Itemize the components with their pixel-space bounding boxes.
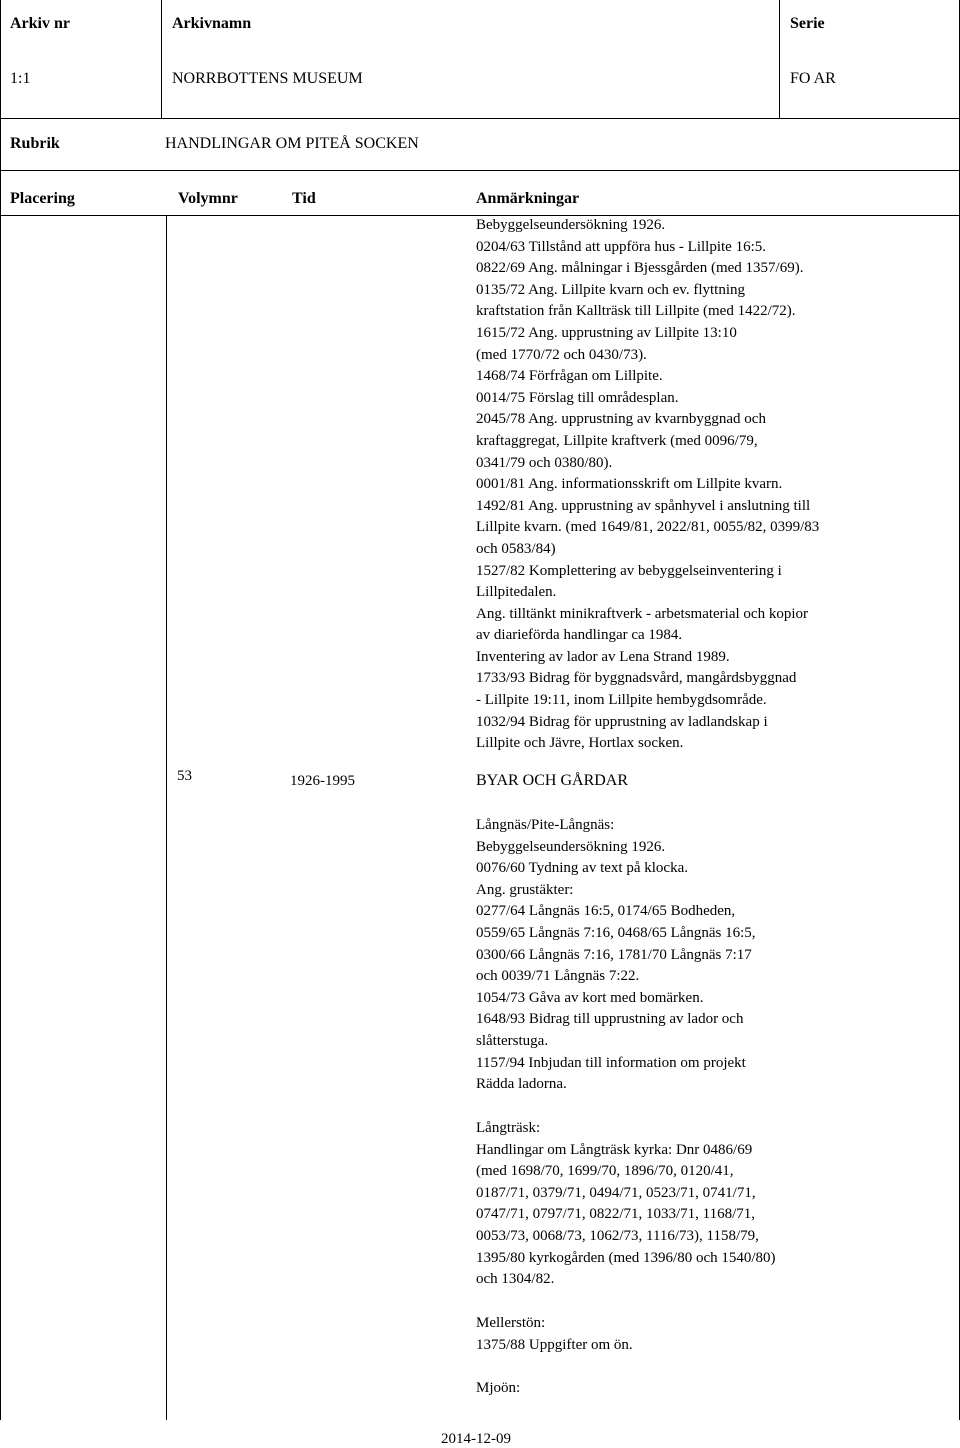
entry-line: 0300/66 Långnäs 7:16, 1781/70 Långnäs 7:17: [476, 946, 752, 963]
entry-line: 0341/79 och 0380/80).: [476, 454, 613, 471]
entry-line: 1527/82 Komplettering av bebyggelseinventering i: [476, 562, 782, 579]
langnas-block: [476, 815, 946, 1096]
entry-line: Bebyggelseundersökning 1926.: [476, 217, 666, 233]
entry-line: 1492/81 Ang. upprustning av spånhyvel i anslutning till: [476, 497, 811, 514]
header-divider-2: [779, 0, 780, 118]
volymnr-value: 53: [177, 768, 192, 784]
arkivnamn-value: NORRBOTTENS MUSEUM: [172, 70, 363, 87]
placering-column-divider: [166, 215, 167, 1420]
entry-line: Ang. tilltänkt minikraftverk - arbetsmaterial och kopior: [476, 605, 808, 622]
entry-line: och 0583/84): [476, 540, 556, 557]
mjoon-block: [476, 1378, 946, 1400]
serie-value: FO AR: [790, 70, 836, 87]
entry-line: 0001/81 Ang. informationsskrift om Lillpite kvarn.: [476, 476, 783, 493]
entry-line: slåtterstuga.: [476, 1032, 549, 1049]
entry-line: 0747/71, 0797/71, 0822/71, 1033/71, 1168/71,: [476, 1206, 756, 1223]
entry-line: Bebyggelseundersökning 1926.: [476, 838, 666, 855]
header-rule-2: [0, 170, 960, 171]
arkivnr-value: 1:1: [10, 70, 31, 87]
entry-line: 0822/69 Ang. målningar i Bjessgården (med 1357/69).: [476, 260, 804, 277]
entry-line: 1395/80 kyrkogården (med 1396/80 och 1540/80): [476, 1249, 776, 1266]
entry-line: 0187/71, 0379/71, 0494/71, 0523/71, 0741/71,: [476, 1184, 756, 1201]
entries-top: [476, 215, 946, 755]
tid-value: 1926-1995: [290, 773, 355, 789]
entry-line: 1615/72 Ang. upprustning av Lillpite 13:10: [476, 324, 737, 341]
entry-line: 0559/65 Långnäs 7:16, 0468/65 Långnäs 16:5,: [476, 924, 756, 941]
entry-line: Mellerstön:: [476, 1315, 546, 1331]
entry-line: 1648/93 Bidrag till upprustning av lador och: [476, 1011, 744, 1028]
section-heading: BYAR OCH GÅRDAR: [476, 772, 629, 789]
entry-line: och 1304/82.: [476, 1271, 555, 1288]
entry-line: 1054/73 Gåva av kort med bomärken.: [476, 989, 704, 1006]
arkivnr-label: Arkiv nr: [10, 15, 70, 32]
placering-label: Placering: [10, 190, 75, 207]
entry-line: av diarieförda handlingar ca 1984.: [476, 627, 683, 644]
tid-label: Tid: [292, 190, 316, 207]
entry-line: 0076/60 Tydning av text på klocka.: [476, 860, 688, 877]
entry-line: Rädda ladorna.: [476, 1076, 567, 1093]
langtrask-block: [476, 1118, 946, 1291]
entry-line: och 0039/71 Långnäs 7:22.: [476, 968, 640, 985]
entry-line: 1733/93 Bidrag för byggnadsvård, mangårdsbyggnad: [476, 670, 797, 687]
footer-date: 2014-12-09: [441, 1431, 511, 1447]
rubrik-label: Rubrik: [10, 135, 60, 152]
arkivnamn-label: Arkivnamn: [172, 15, 252, 32]
serie-label: Serie: [790, 15, 825, 32]
entry-line: Inventering av lador av Lena Strand 1989.: [476, 648, 730, 665]
table-left-border: [0, 0, 1, 1420]
entry-line: kraftstation från Kallträsk till Lillpite (med 1422/72).: [476, 303, 796, 320]
entry-line: Lillpite och Jävre, Hortlax socken.: [476, 735, 684, 752]
entry-line: 1157/94 Inbjudan till information om projekt: [476, 1054, 746, 1071]
entry-line: Långnäs/Pite-Långnäs:: [476, 817, 615, 833]
entry-line: 1375/88 Uppgifter om ön.: [476, 1336, 633, 1353]
entry-line: 0204/63 Tillstånd att uppföra hus - Lillpite 16:5.: [476, 238, 766, 255]
entry-line: 1032/94 Bidrag för upprustning av ladlandskap i: [476, 713, 768, 730]
anmarkningar-label: Anmärkningar: [476, 190, 580, 207]
entry-line: Lillpite kvarn. (med 1649/81, 2022/81, 0055/82, 0399/83: [476, 519, 820, 536]
entry-line: 0014/75 Förslag till områdesplan.: [476, 389, 679, 406]
header-divider-1: [161, 0, 162, 118]
entry-line: (med 1770/72 och 0430/73).: [476, 346, 647, 363]
entry-line: Mjoön:: [476, 1380, 521, 1396]
entry-line: Ang. grustäkter:: [476, 881, 574, 898]
entry-line: Långträsk:: [476, 1120, 541, 1136]
entry-line: - Lillpite 19:11, inom Lillpite hembygdsområde.: [476, 692, 767, 709]
entry-line: 1468/74 Förfrågan om Lillpite.: [476, 368, 663, 385]
entry-line: 0053/73, 0068/73, 1062/73, 1116/73), 1158/79,: [476, 1227, 759, 1244]
entry-line: kraftaggregat, Lillpite kraftverk (med 0096/79,: [476, 432, 758, 449]
entry-line: 0135/72 Ang. Lillpite kvarn och ev. flyttning: [476, 281, 745, 298]
entry-line: 0277/64 Långnäs 16:5, 0174/65 Bodheden,: [476, 903, 736, 920]
entry-line: Handlingar om Långträsk kyrka: Dnr 0486/69: [476, 1141, 753, 1158]
rubrik-value: HANDLINGAR OM PITEÅ SOCKEN: [165, 135, 419, 152]
header-rule-1: [0, 118, 960, 119]
entry-line: 2045/78 Ang. upprustning av kvarnbyggnad och: [476, 411, 766, 428]
mellerston-block: [476, 1313, 946, 1356]
volymnr-label: Volymnr: [178, 190, 238, 207]
entry-line: (med 1698/70, 1699/70, 1896/70, 0120/41,: [476, 1163, 734, 1180]
entry-line: Lillpitedalen.: [476, 584, 557, 601]
